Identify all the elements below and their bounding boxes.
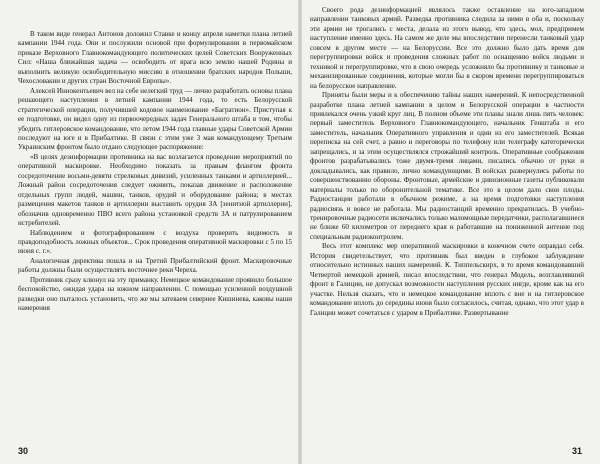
- paragraph: Аналогичная директива пошла и на Третий Прибалтийский фронт. Маскировочные работы должны были осуществлять восточнее реки Череха.: [18, 256, 292, 275]
- left-text-column: [18, 30, 292, 314]
- paragraph: Противник сразу клюнул на эту приманку. Немецкое командование проявило большое беспокойство, ожидая удара на южном направлении. С помощью усиленной воздушной разведки оно пыталось установить, что же мы затеваем севернее Кишинева, каковы наши намерения: [18, 275, 292, 313]
- paragraph: Своего рода дезинформацией являлось также оставление на юго-западном направлении танковых армий. Разведка противника следила за ними в оба и, поскольку эти армии не трогались с места, делала из этого вывод, что здесь, мол, предпримем наступление именно здесь. На самом же деле мы впоследствии перенесли танковый удар совсем в другом месте — на Белоруссии. Все это должно было дать время для перегруппировки войск и проведения сложных работ по оснащению войск людьми и техникой и перегруппировке, что в свою очередь усложняло бы противнику и танковые и механизированные соединения, которые могли бы в скором времени перегруппироваться на белорусское направление.: [310, 6, 584, 90]
- page-number: 30: [18, 446, 29, 456]
- paragraph: «В целях дезинформации противника на вас возлагается проведение мероприятий по оперативной маскировке. Необходимо показать за правым флангом фронта сосредоточение восьми-девяти стрелковых дивизий, усиленных танками и артиллерией... Ложный район сосредоточения следует оживить, показав движение и расположение отдельных групп людей, машин, танков, орудий и оборудование района; в местах размещения макетов танков и артиллерии выставить орудия ЗА [зенитной артиллерии], обозначив одновременно ПВО всего района установкой средств ЗА и патрулированием истребителей.: [18, 152, 292, 228]
- page-number: 31: [571, 446, 582, 456]
- right-page: [300, 0, 600, 464]
- paragraph: Приняты были меры и к обеспечению тайны наших намерений. К непосредственной разработке плана летней кампании в целом и Белорусской операции в частности привлекался очень узкий круг лиц. В полном объеме эти планы знали лишь пять человек: первый заместитель Верховного Главнокомандующего, начальник Генштаба и его заместитель, начальник Оперативного управления и один из его заместителей. Всякая переписка на сей счет, а равно и переговоры по телефону или телеграфу категорически запрещались, и за этим осуществлялся строжайший контроль. Оперативные соображения фронтов разрабатывались тоже двумя-тремя лицами, писались обычно от руки и докладывались, как правило, лично командующими. В войсках развернулись работы по совершенствованию обороны. Фронтовые, армейские и дивизионные газеты публиковали материалы только по оборонительной тематике. Все это в целом дало свои плоды. Радиостанции работали в обычном режиме, а на время подготовки наступления радиосвязь и вовсе не работала. Мы радиостанций временно прекратилась. В учебно-тренировочные радиосети включались только маломощные передатчики, располагавшиеся не ближе 60 километров от переднего края и работавшие на пониженной антенне под специальным радиоконтролем.: [310, 91, 584, 241]
- right-text-column: [310, 6, 584, 318]
- paragraph: В таком виде генерал Антонов доложил Ставке и концу апреля наметки плана летней кампании 1944 года. Они и послужили основой при формулировании в первомайском приказе Верховного Главнокомандующего политических целей Советских Вооруженных Сил: «Наша ближайшая задача — освободить от врага всю землю нашей Родины и выполнить великую освободительную миссию в отношении братских народов Польши, Чехословакии и других стран Восточной Европы».: [18, 30, 292, 86]
- paragraph: Наблюдением и фотографированием с воздуха проверить видимость и правдоподобность ложных объектов... Срок проведения оперативной маскировки с 5 по 15 июня с. г.».: [18, 228, 292, 256]
- paragraph: Алексей Иннокентьевич вел на себе нелегкий труд — лично разработать основы плана решающего наступления в летней кампании 1944 года, то есть Белорусской стратегической операции, получившей кодовое наименование «Багратион». Приступая к ее подготовке, он видел одну из первоочередных задач Генерального штаба в том, чтобы убедить гитлеровское командование, что летом 1944 года главные удары Советской Армии последуют на юге и в Прибалтике. В связи с этим уже 3 мая командующему Третьим Украинским фронтом было отдано следующее распоряжение:: [18, 86, 292, 152]
- paragraph: Весь этот комплекс мер оперативной маскировки в конечном счете оправдал себя. История свидетельствует, что противник был введен в глубокое заблуждение относительно истинных наших намерений. К. Типпельскирх, в то время командовавший Четвертой немецкой армией, писал впоследствии, что генерал Модель, возглавлявший фронт в Галиции, не допускал возможности наступления русских нигде, кроме как на его участке. Нельзя сказать, что и немецкое командование вплоть с вне и на гитлеровское командование вплоть до середины июня было согласилось, считая, однако, что этот удар в Галиции может сочетаться с ударом в Прибалтике. Развертывание: [310, 242, 584, 317]
